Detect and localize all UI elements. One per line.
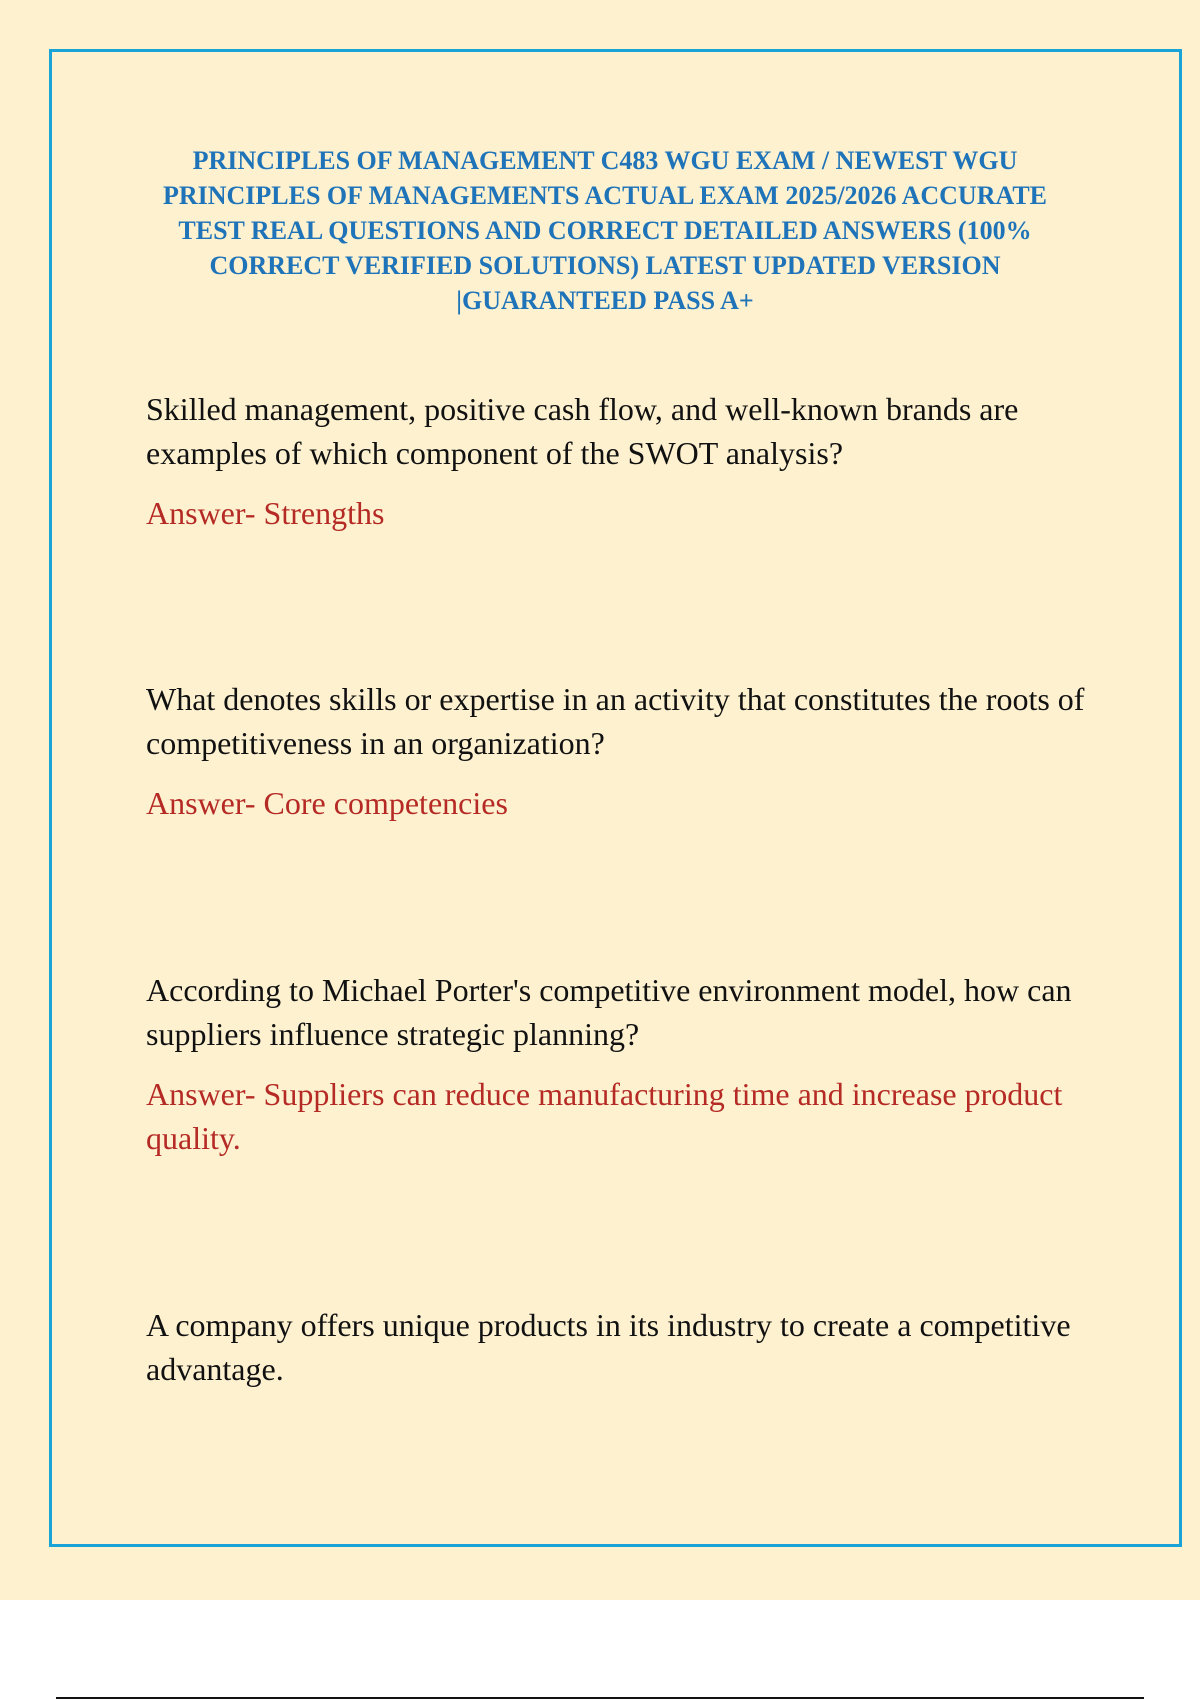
answer-text: Answer- Strengths bbox=[146, 495, 385, 531]
answer-text: Answer- Core competencies bbox=[146, 785, 508, 821]
qa-item bbox=[146, 968, 1106, 1160]
question-text: What denotes skills or expertise in an activity that constitutes the roots of competitiveness in an organization? bbox=[146, 681, 1085, 761]
question-text: According to Michael Porter's competitive environment model, how can suppliers influence strategic planning? bbox=[146, 972, 1072, 1052]
qa-item bbox=[146, 1303, 1106, 1391]
qa-item bbox=[146, 387, 1106, 535]
question-text: A company offers unique products in its industry to create a competitive advantage. bbox=[146, 1307, 1071, 1387]
footer-divider bbox=[56, 1697, 1144, 1699]
document-title: PRINCIPLES OF MANAGEMENT C483 WGU EXAM / NEWEST WGU PRINCIPLES OF MANAGEMENTS ACTUAL EXAM 2025/2026 ACCURATE TEST REAL QUESTIONS AND CORRECT DETAILED ANSWERS (100% CORRECT VERIFIED SOLUTIONS) LATEST UPDATED VERSION |GUARANTEED PASS A+ bbox=[162, 146, 1048, 315]
question-text: Skilled management, positive cash flow, and well-known brands are examples of which component of the SWOT analysis? bbox=[146, 391, 1019, 471]
answer-text: Answer- Suppliers can reduce manufacturing time and increase product quality. bbox=[146, 1076, 1063, 1156]
qa-item bbox=[146, 677, 1106, 825]
